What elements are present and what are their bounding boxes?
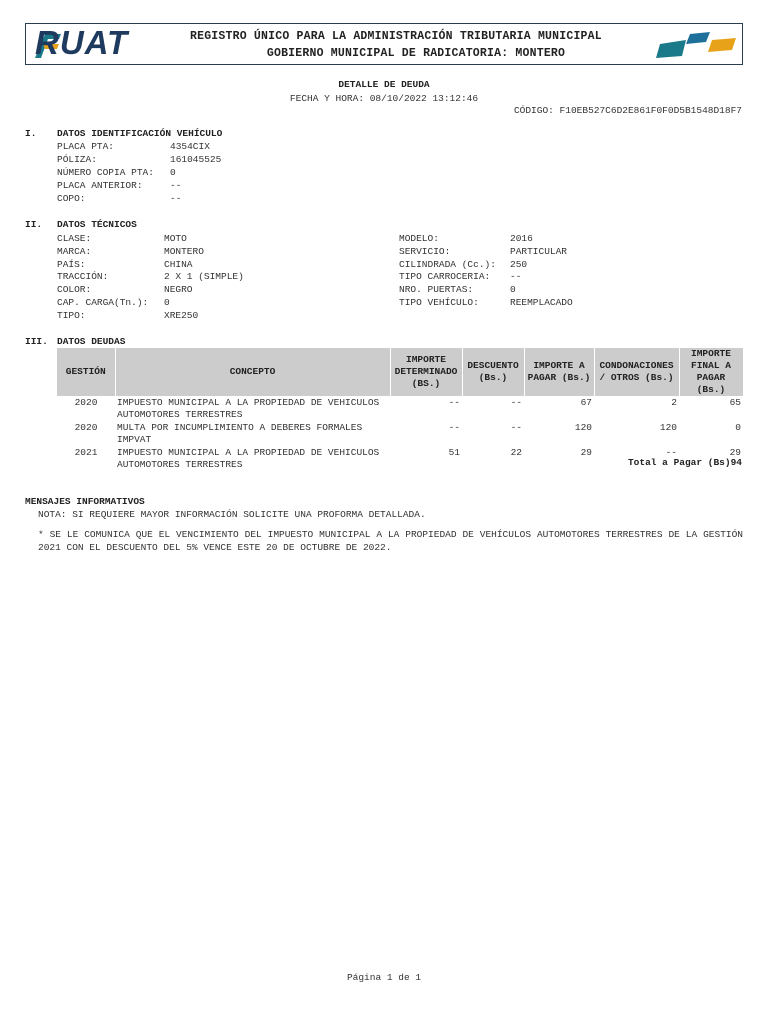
col-header-importe-final: IMPORTE FINAL A PAGAR (Bs.) [679,348,743,396]
cell-importe-final: 29 [729,447,741,458]
cell-importe-final: 65 [729,397,741,408]
total-label: Total a Pagar (Bs) [627,457,731,468]
field-label: NRO. PUERTAS: [399,284,474,295]
field-value: XRE250 [164,310,199,321]
table-header-row [57,348,743,396]
field-value: -- [170,193,182,204]
field-value: 0 [164,297,170,308]
cell-gestion: 2021 [74,447,98,458]
field-value: REEMPLACADO [510,297,573,308]
field-label: CAP. CARGA(Tn.): [57,297,149,308]
field-value: 250 [510,259,528,270]
section-number: III. [25,336,48,347]
cell-descuento: -- [510,422,522,433]
field-value: 161045525 [170,154,222,165]
cell-importe-pagar: 67 [580,397,592,408]
field-value: NEGRO [164,284,193,295]
field-value: PARTICULAR [510,246,568,257]
field-value: -- [170,180,182,191]
cell-importe-final: 0 [735,422,741,433]
cell-concepto: MULTA POR INCUMPLIMIENTO A DEBERES FORMALES IMPVAT [117,422,363,445]
header-title-line1: REGISTRO ÚNICO PARA LA ADMINISTRACIÓN TRIBUTARIA MUNICIPAL [190,30,602,43]
field-value: 2016 [510,233,533,244]
field-label: PAÍS: [57,259,86,270]
section-title: DATOS TÉCNICOS [57,219,137,230]
field-label: TRACCIÓN: [57,271,109,282]
cell-importe-determinado: -- [448,397,460,408]
cell-condonaciones: 120 [659,422,677,433]
cell-concepto: IMPUESTO MUNICIPAL A LA PROPIEDAD DE VEHICULOS AUTOMOTORES TERRESTRES [117,397,380,420]
info-message: * SE LE COMUNICA QUE EL VENCIMIENTO DEL IMPUESTO MUNICIPAL A LA PROPIEDAD DE VEHÍCULOS AUTOMOTORES TERRESTRES DE LA GESTIÓN 2021 CON EL DESCUENTO DEL 5% VENCE ESTE 20 DE OCTUBRE DE 2022. [38,529,743,553]
field-label: COPO: [57,193,86,204]
col-header-gestion: GESTIÓN [57,348,115,396]
field-value: -- [510,271,522,282]
cell-importe-pagar: 120 [574,422,592,433]
field-label: NÚMERO COPIA PTA: [57,167,154,178]
brand-flags-icon [656,28,738,60]
field-value: MONTERO [164,246,204,257]
section-title: DATOS IDENTIFICACIÓN VEHÍCULO [57,128,223,139]
total-value: 94 [730,457,742,468]
table-row [57,421,743,446]
field-label: TIPO CARROCERIA: [399,271,491,282]
field-label: TIPO VEHÍCULO: [399,297,479,308]
cell-condonaciones: -- [665,447,677,458]
total-to-pay [628,457,742,468]
cell-descuento: -- [510,397,522,408]
field-value: MOTO [164,233,187,244]
fecha-hora: FECHA Y HORA: 08/10/2022 13:12:46 [289,93,479,104]
field-label: TIPO: [57,310,86,321]
field-label: MARCA: [57,246,92,257]
field-value: 4354CIX [170,141,210,152]
ruat-logo [29,26,161,62]
messages-heading: MENSAJES INFORMATIVOS [25,496,145,507]
doc-title: DETALLE DE DEUDA [338,79,430,90]
col-header-concepto: CONCEPTO [115,348,390,396]
field-label: SERVICIO: [399,246,451,257]
section-i-heading [25,128,222,139]
header-box [25,23,743,65]
table-row [57,396,743,421]
col-header-descuento: DESCUENTO (Bs.) [462,348,524,396]
field-value: 0 [510,284,516,295]
debts-table [57,348,744,471]
field-value: 0 [170,167,176,178]
col-header-condonaciones: CONDONACIONES / OTROS (Bs.) [594,348,679,396]
section-title: DATOS DEUDAS [57,336,126,347]
cell-concepto: IMPUESTO MUNICIPAL A LA PROPIEDAD DE VEHICULOS AUTOMOTORES TERRESTRES [117,447,380,470]
field-label: PLACA PTA: [57,141,115,152]
header-title-line2: GOBIERNO MUNICIPAL DE RADICATORIA: MONTERO [266,47,566,60]
cell-descuento: 22 [510,447,522,458]
field-value: CHINA [164,259,193,270]
field-label: CILINDRADA (Cc.): [399,259,496,270]
cell-importe-determinado: 51 [448,447,460,458]
cell-condonaciones: 2 [671,397,677,408]
logo-text: RUAT [35,24,129,61]
field-label: PLACA ANTERIOR: [57,180,143,191]
col-header-importe-determinado: IMPORTE DETERMINADO (BS.) [390,348,462,396]
section-ii-heading [25,219,137,230]
col-header-importe-pagar: IMPORTE A PAGAR (Bs.) [524,348,594,396]
field-label: COLOR: [57,284,92,295]
cell-importe-determinado: -- [448,422,460,433]
section-number: II. [25,219,43,230]
field-label: CLASE: [57,233,92,244]
page-number: Página 1 de 1 [346,972,422,983]
codigo: CÓDIGO: F10EB527C6D2E861F0F0D5B1548D18F7 [513,105,742,116]
section-iii-heading [25,336,125,347]
cell-gestion: 2020 [74,397,98,408]
cell-importe-pagar: 29 [580,447,592,458]
section-number: I. [25,128,37,139]
field-label: PÓLIZA: [57,154,97,165]
cell-gestion: 2020 [74,422,98,433]
field-label: MODELO: [399,233,439,244]
note-text: NOTA: SI REQUIERE MAYOR INFORMACIÓN SOLICITE UNA PROFORMA DETALLADA. [38,509,426,520]
field-value: 2 X 1 (SIMPLE) [164,271,244,282]
